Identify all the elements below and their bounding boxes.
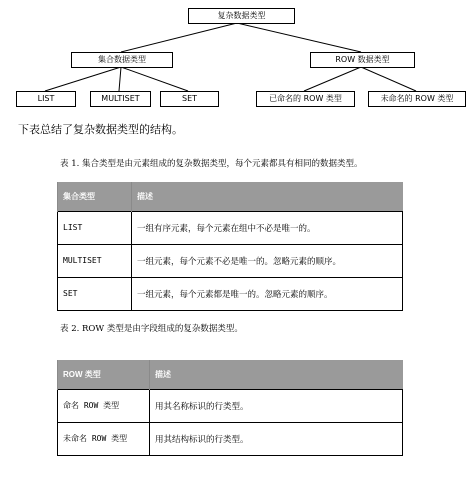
collection-types-table <box>57 182 403 311</box>
tree-node-complex-types: 复杂数据类型 <box>188 8 295 24</box>
table-row <box>58 277 403 310</box>
tree-node-named-row: 已命名的 ROW 类型 <box>256 91 355 107</box>
cell-description: 用其名称标识的行类型。 <box>150 389 403 422</box>
table1-caption: 表 1. 集合类型是由元素组成的复杂数据类型，每个元素都具有相同的数据类型。 <box>60 159 363 169</box>
cell-description: 用其结构标识的行类型。 <box>150 422 403 455</box>
table-header-row <box>58 182 403 211</box>
cell-type: LIST <box>58 211 132 244</box>
table-row <box>58 422 403 455</box>
column-header-description: 描述 <box>132 182 403 211</box>
cell-description: 一组元素，每个元素都是唯一的。忽略元素的顺序。 <box>132 277 403 310</box>
summary-text: 下表总结了复杂数据类型的结构。 <box>18 123 183 136</box>
tree-node-unnamed-row: 未命名的 ROW 类型 <box>368 91 466 107</box>
cell-type: 未命名 ROW 类型 <box>58 422 150 455</box>
column-header-description: 描述 <box>150 360 403 389</box>
tree-node-list: LIST <box>16 91 76 107</box>
table2-caption: 表 2. ROW 类型是由字段组成的复杂数据类型。 <box>60 324 243 334</box>
row-types-table <box>57 360 403 456</box>
cell-type: SET <box>58 277 132 310</box>
tree-node-multiset: MULTISET <box>90 91 151 107</box>
cell-description: 一组有序元素，每个元素在组中不必是唯一的。 <box>132 211 403 244</box>
column-header-type: ROW 类型 <box>58 360 150 389</box>
tree-node-row-types: ROW 数据类型 <box>310 52 415 68</box>
table-header-row <box>58 360 403 389</box>
table-row <box>58 389 403 422</box>
column-header-type: 集合类型 <box>58 182 132 211</box>
cell-description: 一组元素，每个元素不必是唯一的。忽略元素的顺序。 <box>132 244 403 277</box>
table-row <box>58 211 403 244</box>
table-row <box>58 244 403 277</box>
tree-node-collection-types: 集合数据类型 <box>71 52 173 68</box>
cell-type: 命名 ROW 类型 <box>58 389 150 422</box>
tree-node-set: SET <box>160 91 219 107</box>
cell-type: MULTISET <box>58 244 132 277</box>
